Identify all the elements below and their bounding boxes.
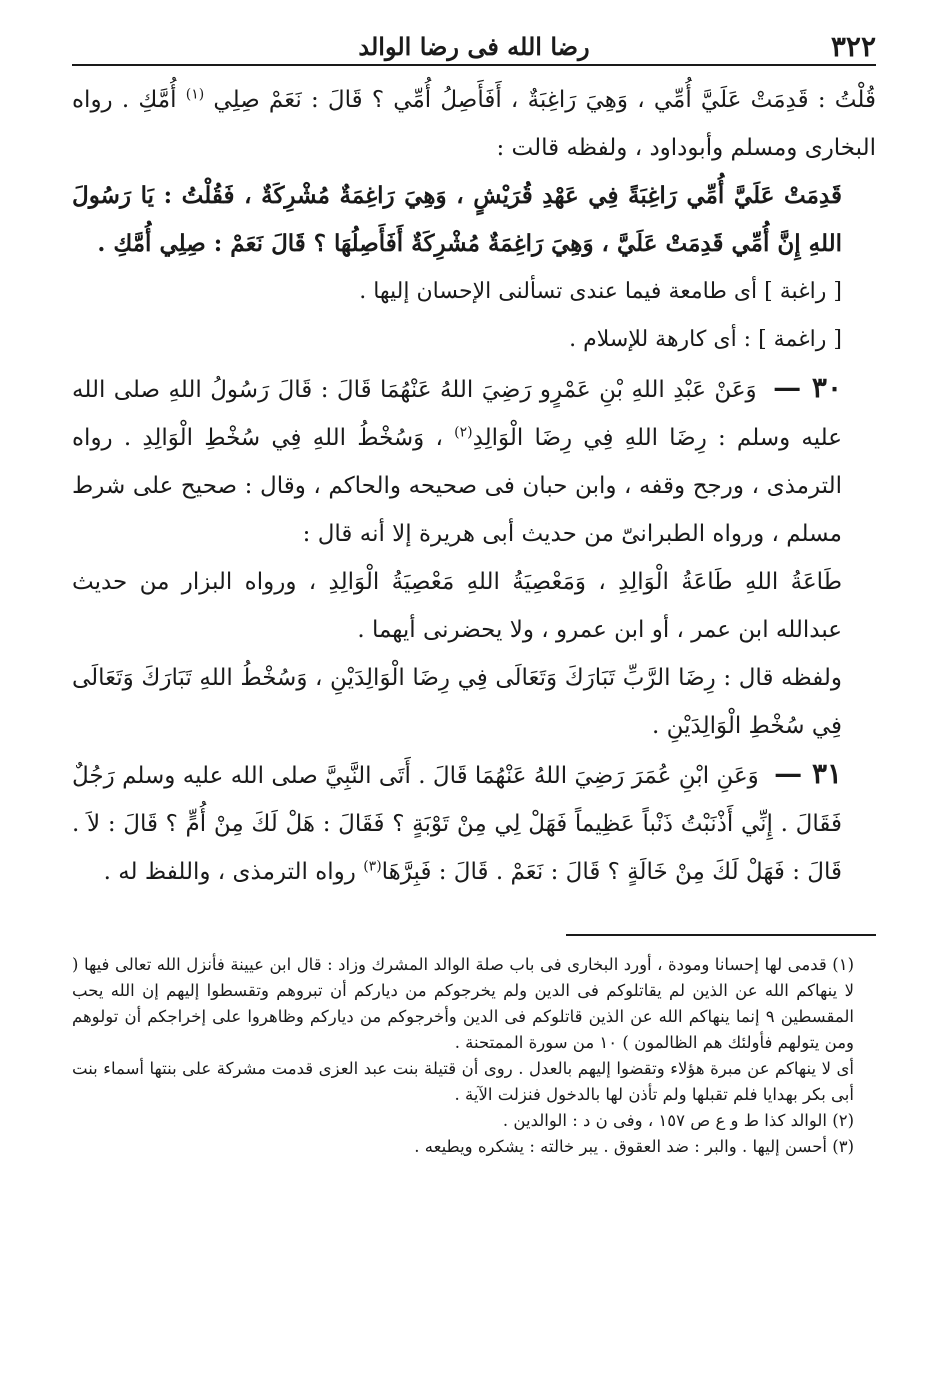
hadith-31 xyxy=(72,750,876,896)
paragraph-1 xyxy=(72,76,876,172)
hadith-30-text-b: ، وَسُخْطُ اللهِ فِي سُخْطِ الْوَالِدِ . رواه الترمذى ، ورجح وقفه ، وابن حبان فى صحيحه والحاكم ، وقال : صحيح على شرط مسلم ، ورواه الطبرانىّ من حديث أبى هريرة إلا أنه قال : xyxy=(72,425,842,547)
page-number: ٣٢٢ xyxy=(830,30,876,63)
page-header xyxy=(72,28,876,66)
paragraph-5: ولفظه قال : رِضَا الرَّبِّ تَبَارَكَ وَتَعَالَى فِي رِضَا الْوَالِدَيْنِ ، وَسُخْطُ اللهِ تَبَارَكَ وَتَعَالَى فِي سُخْطِ الْوَالِدَيْنِ . xyxy=(72,665,842,739)
main-text xyxy=(72,76,876,896)
paragraph-1-text: قُلْتُ : قَدِمَتْ عَلَيَّ أُمِّي ، وَهِيَ رَاغِبَةٌ ، أَفَأَصِلُ أُمِّي ؟ قَالَ : نَعَمْ صِلِي xyxy=(213,87,877,113)
gloss-raghima: [ راغمة ] : أى كارهة للإسلام . xyxy=(569,327,842,352)
paragraph-2: قَدِمَتْ عَلَيَّ أُمِّي رَاغِبَةً فِي عَهْدِ قُرَيْشٍ ، وَهِيَ رَاغِمَةٌ مُشْرِكَةٌ ، فَقُلْتُ : يَا رَسُولَ اللهِ إِنَّ أُمِّي قَدِمَتْ عَلَيَّ ، وَهِيَ رَاغِمَةٌ مُشْرِكَةٌ أَفَأَصِلُهَا ؟ قَالَ نَعَمْ : صِلِي أُمَّكِ . xyxy=(72,182,842,257)
footnote-2: (٢) الوالد كذا ط و ع ص ١٥٧ ، وفى ن د : الوالدين . xyxy=(502,1111,854,1130)
footnote-1: (١) قدمى لها إحسانا ومودة ، أورد البخارى فى باب صلة الوالد المشرك وزاد : قال ابن عيينة فأنزل الله تعالى فيها ( لا ينهاكم الله عن الذين لم يقاتلوكم فى الدين ولم يخرجوكم من دياركم أن تبروهم وتقسطوا إليهم إن الله يحب المقسطين ٩ إنما ينهاكم الله عن الذين قاتلوكم فى الدين وأخرجوكم من دياركم وظاهروا على إخراجكم أن تولوهم ومن يتولهم فأولئك هم الظالمون ) ١٠ من سورة الممتحنة . xyxy=(72,955,854,1052)
hadith-31-text-a: وَعَنِ ابْنِ عُمَرَ رَضِيَ اللهُ عَنْهُمَا قَالَ . أَتَى النَّبِيَّ صلى الله عليه وسلم رَجُلٌ فَقَالَ . إِنِّي أَذْنَبْتُ ذَنْباً عَظِيماً فَهَلْ لِي مِنْ تَوْبَةٍ ؟ فَقَالَ : هَلْ لَكَ مِنْ أُمٍّ ؟ قَالَ : لاَ . قَالَ : فَهَلْ لَكَ مِنْ خَالَةٍ ؟ قَالَ : نَعَمْ . قَالَ : فَبِرَّهَا xyxy=(72,763,842,885)
hadith-30 xyxy=(72,364,876,558)
footnote-3: (٣) أحسن إليها . والبر : ضد العقوق . يبر خالته : يشكره ويطيعه . xyxy=(414,1137,854,1156)
footnote-marker-2: (٢) xyxy=(454,424,473,441)
hadith-31-number: ٣١ — xyxy=(774,757,843,790)
hadith-30-number: ٣٠ — xyxy=(773,371,842,404)
running-title: رضا الله فى رضا الوالد xyxy=(358,32,590,61)
footnote-divider xyxy=(566,934,876,936)
gloss-raghiba: [ راغبة ] أى طامعة فيما عندى تسألنى الإحسان إليها . xyxy=(359,279,842,304)
hadith-31-text-b: رواه الترمذى ، واللفظ له . xyxy=(103,859,356,885)
paragraph-4: طَاعَةُ اللهِ طَاعَةُ الْوَالِدِ ، وَمَعْصِيَةُ اللهِ مَعْصِيَةُ الْوَالِدِ ، ورواه البزار من حديث عبدالله ابن عمر ، أو ابن عمرو ، ولا يحضرنى أيهما . xyxy=(72,569,842,643)
paragraph-1-end: أُمَّكِ . رواه البخارى ومسلم وأبوداود ، ولفظه قالت : xyxy=(72,87,876,161)
footnote-marker-1: (١) xyxy=(185,86,205,103)
hadith-30-text-a: وَعَنْ عَبْدِ اللهِ بْنِ عَمْرٍو رَضِيَ اللهُ عَنْهُمَا قَالَ : قَالَ رَسُولُ اللهِ صلى الله عليه وسلم : رِضَا اللهِ فِي رِضَا الْوَالِدِ xyxy=(72,377,843,451)
footnotes xyxy=(72,952,876,1160)
footnote-1-continued: أى لا ينهاكم عن مبرة هؤلاء وتقضوا إليهم بالعدل . روى أن قتيلة بنت عبد العزى قدمت مشركة على بنتها أسماء بنت أبى بكر بهدايا فلم تقبلها ولم تأذن لها بالدخول فنزلت الآية . xyxy=(72,1059,854,1104)
footnote-marker-3: (٣) xyxy=(363,858,382,875)
